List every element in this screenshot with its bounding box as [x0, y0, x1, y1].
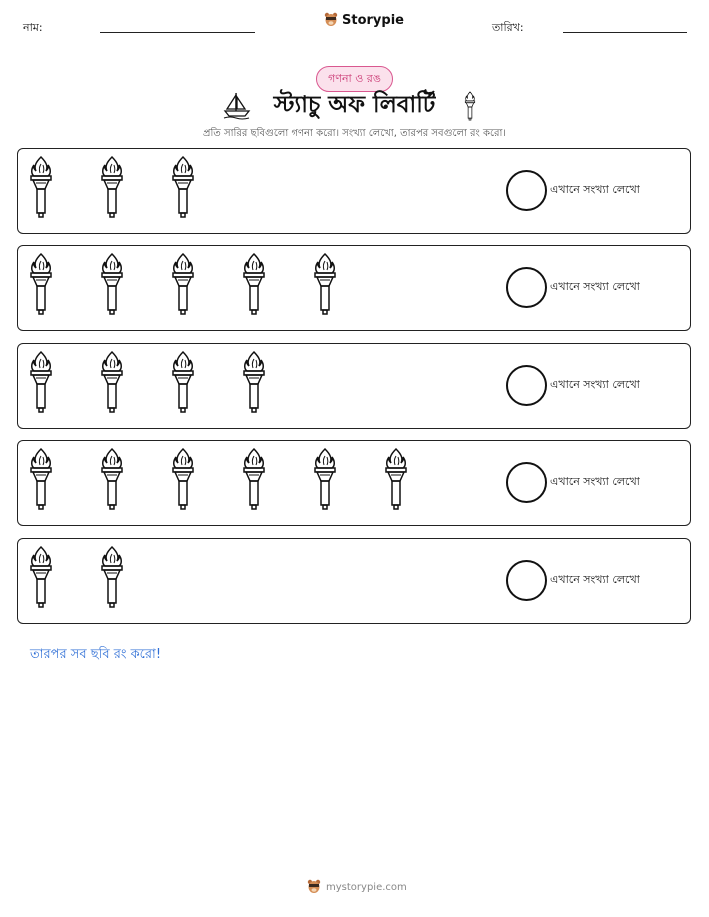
footer-brand	[307, 879, 407, 895]
answer-circle[interactable]	[506, 170, 547, 211]
answer-circle[interactable]	[506, 267, 547, 308]
answer-label: এখানে সংখ্যা লেখো	[550, 573, 640, 586]
instructions: প্রতি সারির ছবিগুলো গণনা করো। সংখ্যা লেখো, তারপর সবগুলো রং করো।	[202, 128, 506, 139]
torch-icon	[242, 447, 266, 515]
torch-icon	[29, 447, 53, 515]
answer-label: এখানে সংখ্যা লেখো	[550, 183, 640, 196]
torch-icon	[171, 447, 195, 515]
name-label: নাম:	[23, 21, 43, 34]
torch-icon	[313, 252, 337, 320]
counting-row	[17, 440, 691, 526]
torch-icon	[100, 350, 124, 418]
answer-label: এখানে সংখ্যা লেখো	[550, 280, 640, 293]
bear-mascot-icon	[324, 12, 338, 28]
page-title: স্ট্যাচু অফ লিবার্টি	[273, 92, 436, 118]
torch-icon	[171, 155, 195, 223]
date-line[interactable]	[563, 32, 687, 33]
answer-label: এখানে সংখ্যা লেখো	[550, 378, 640, 391]
torch-icon	[463, 91, 477, 121]
answer-circle[interactable]	[506, 560, 547, 601]
bear-mascot-icon	[307, 879, 321, 895]
torch-icon	[29, 155, 53, 223]
torch-icon	[313, 447, 337, 515]
footer-note: তারপর সব ছবি রং করো!	[30, 647, 162, 662]
counting-row	[17, 245, 691, 331]
torch-icon	[100, 252, 124, 320]
torch-icon	[242, 252, 266, 320]
counting-row	[17, 148, 691, 234]
category-badge: গণনা ও রঙ	[316, 66, 393, 92]
name-line[interactable]	[100, 32, 255, 33]
answer-circle[interactable]	[506, 365, 547, 406]
torch-icon	[29, 350, 53, 418]
torch-icon	[384, 447, 408, 515]
brand-logo	[324, 12, 404, 28]
brand-name: Storypie	[342, 12, 404, 28]
torch-icon	[29, 545, 53, 613]
torch-icon	[100, 447, 124, 515]
torch-icon	[29, 252, 53, 320]
date-label: তারিখ:	[492, 21, 524, 34]
answer-circle[interactable]	[506, 462, 547, 503]
counting-row	[17, 538, 691, 624]
torch-icon	[100, 545, 124, 613]
answer-label: এখানে সংখ্যা লেখো	[550, 475, 640, 488]
counting-row	[17, 343, 691, 429]
torch-icon	[171, 350, 195, 418]
torch-icon	[171, 252, 195, 320]
torch-icon	[242, 350, 266, 418]
footer-brand-url: mystorypie.com	[326, 881, 407, 893]
torch-icon	[100, 155, 124, 223]
